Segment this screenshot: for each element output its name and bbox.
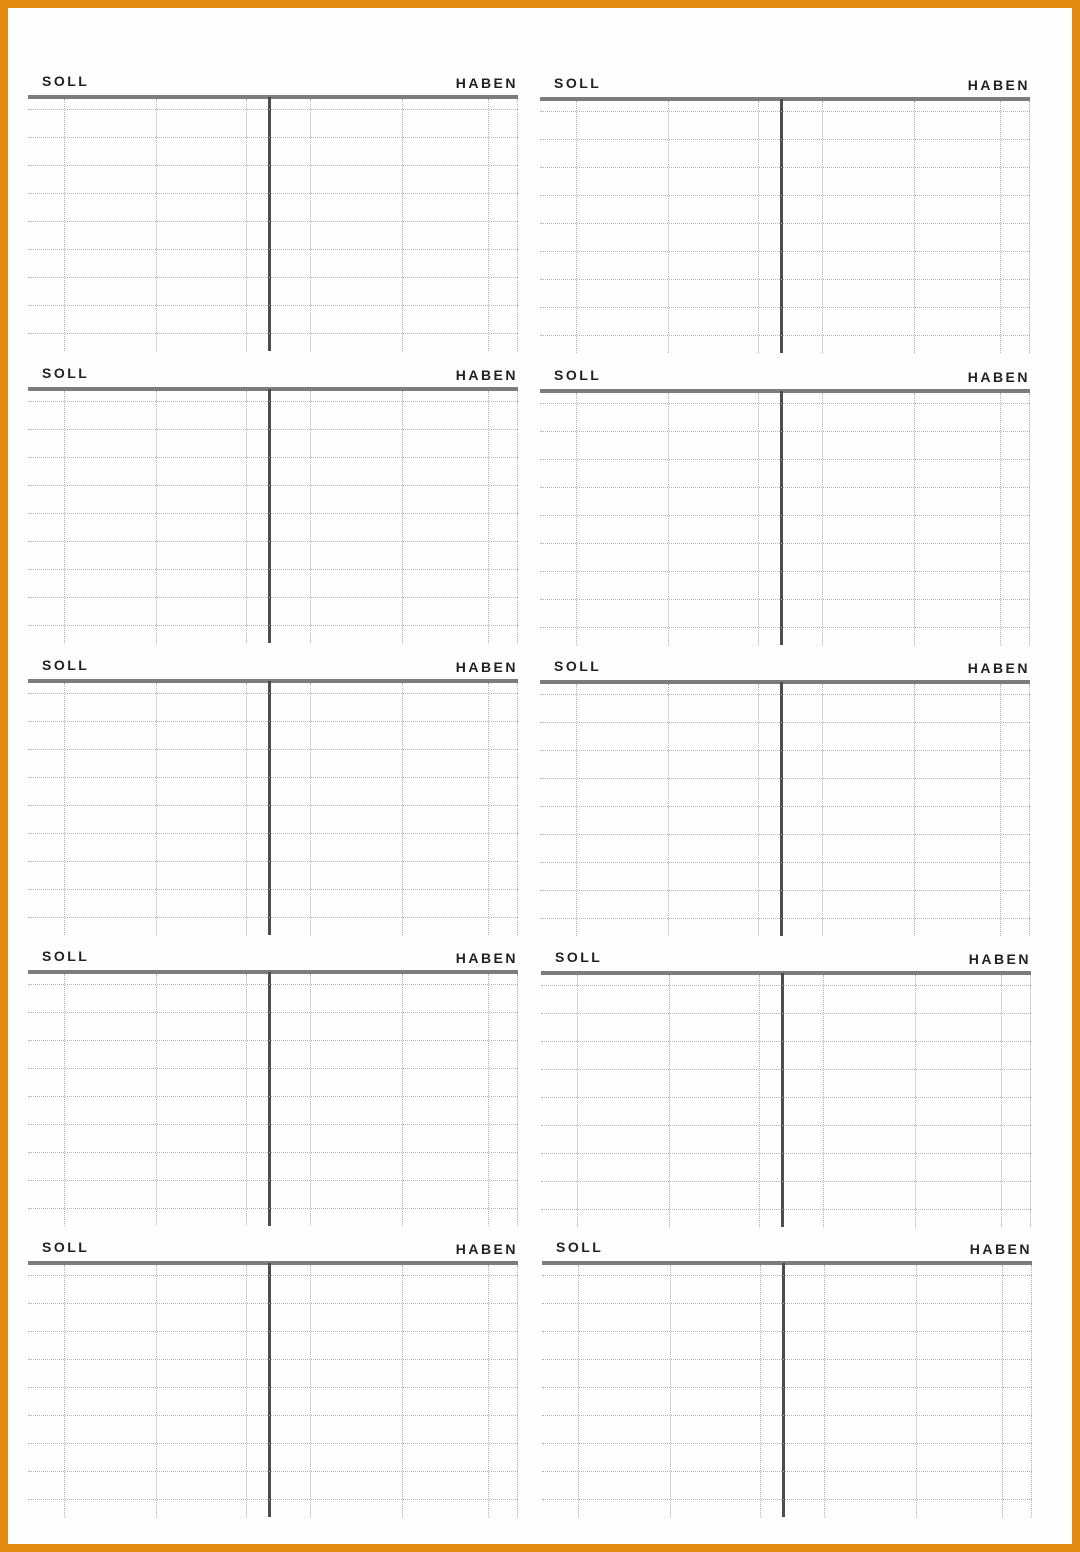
center-divider (780, 99, 783, 353)
center-divider (781, 973, 784, 1227)
ledger-row-line (540, 543, 1030, 544)
ledger-row-line (28, 109, 518, 110)
ledger-column-line (670, 1265, 671, 1517)
ledger-row-line (542, 1471, 1032, 1472)
header-rule (28, 679, 518, 683)
ledger-row-line (28, 277, 518, 278)
ledger-column-line (156, 974, 157, 1226)
ledger-column-line (1030, 975, 1031, 1227)
ledger-column-line (758, 684, 759, 936)
debit-label: SOLL (554, 75, 602, 91)
ledger-row-line (542, 1387, 1032, 1388)
center-divider (780, 682, 783, 936)
t-account (28, 657, 518, 939)
ledger-row-line (540, 487, 1030, 488)
t-account (540, 367, 1030, 649)
ledger-column-line (246, 1265, 247, 1517)
ledger-column-line (824, 1265, 825, 1517)
ledger-column-line (822, 101, 823, 353)
ledger-column-line (1000, 393, 1001, 645)
header-rule (28, 95, 518, 99)
ledger-row-line (540, 722, 1030, 723)
t-account (540, 658, 1030, 940)
ledger-row-line (28, 625, 518, 626)
ledger-column-line (916, 1265, 917, 1517)
ledger-row-line (542, 1415, 1032, 1416)
ledger-row-line (542, 1499, 1032, 1500)
credit-label: HABEN (969, 1241, 1032, 1257)
ledger-row-line (540, 139, 1030, 140)
t-account (28, 948, 518, 1230)
ledger-column-line (517, 391, 518, 643)
ledger-row-line (540, 627, 1030, 628)
credit-label: HABEN (967, 660, 1030, 676)
ledger-row-line (542, 1303, 1032, 1304)
ledger-row-line (28, 1124, 518, 1125)
debit-label: SOLL (42, 1239, 90, 1255)
ledger-row-line (541, 1013, 1031, 1014)
ledger-row-line (542, 1443, 1032, 1444)
ledger-column-line (310, 1265, 311, 1517)
center-divider (780, 391, 783, 645)
header-rule (28, 387, 518, 391)
debit-label: SOLL (555, 949, 603, 965)
t-account (542, 1239, 1032, 1521)
ledger-row-line (28, 861, 518, 862)
ledger-column-line (156, 99, 157, 351)
credit-label: HABEN (455, 367, 518, 383)
debit-label: SOLL (554, 367, 602, 383)
ledger-row-line (28, 569, 518, 570)
ledger-column-line (822, 393, 823, 645)
ledger-column-line (576, 393, 577, 645)
header-rule (28, 970, 518, 974)
t-account (28, 73, 518, 355)
ledger-row-line (540, 431, 1030, 432)
ledger-row-line (28, 1152, 518, 1153)
ledger-row-line (28, 721, 518, 722)
debit-label: SOLL (556, 1239, 604, 1255)
ledger-row-line (540, 403, 1030, 404)
debit-label: SOLL (554, 658, 602, 674)
ledger-row-line (540, 750, 1030, 751)
credit-label: HABEN (455, 950, 518, 966)
t-account (541, 949, 1031, 1231)
ledger-row-line (28, 1443, 518, 1444)
ledger-column-line (156, 683, 157, 935)
ledger-row-line (540, 571, 1030, 572)
ledger-column-line (759, 975, 760, 1227)
ledger-row-line (28, 1208, 518, 1209)
ledger-column-line (669, 975, 670, 1227)
ledger-row-line (541, 985, 1031, 986)
ledger-column-line (914, 393, 915, 645)
ledger-row-line (542, 1359, 1032, 1360)
credit-label: HABEN (455, 1241, 518, 1257)
ledger-row-line (540, 459, 1030, 460)
t-account (540, 75, 1030, 357)
header-rule (28, 1261, 518, 1265)
ledger-row-line (28, 401, 518, 402)
ledger-column-line (517, 974, 518, 1226)
ledger-column-line (156, 391, 157, 643)
ledger-column-line (668, 393, 669, 645)
ledger-row-line (28, 1331, 518, 1332)
ledger-column-line (576, 101, 577, 353)
ledger-row-line (28, 1275, 518, 1276)
ledger-row-line (540, 515, 1030, 516)
ledger-row-line (540, 279, 1030, 280)
ledger-column-line (823, 975, 824, 1227)
ledger-row-line (540, 167, 1030, 168)
ledger-row-line (28, 1096, 518, 1097)
ledger-row-line (540, 111, 1030, 112)
ledger-row-line (28, 429, 518, 430)
ledger-row-line (541, 1181, 1031, 1182)
ledger-column-line (758, 101, 759, 353)
ledger-column-line (402, 1265, 403, 1517)
ledger-column-line (1002, 1265, 1003, 1517)
ledger-column-line (578, 1265, 579, 1517)
debit-label: SOLL (42, 657, 90, 673)
ledger-row-line (28, 513, 518, 514)
ledger-row-line (540, 834, 1030, 835)
ledger-column-line (577, 975, 578, 1227)
ledger-row-line (28, 541, 518, 542)
header-rule (541, 971, 1031, 975)
ledger-row-line (542, 1331, 1032, 1332)
credit-label: HABEN (967, 369, 1030, 385)
ledger-row-line (28, 221, 518, 222)
ledger-column-line (1001, 975, 1002, 1227)
ledger-column-line (1029, 684, 1030, 936)
ledger-row-line (28, 833, 518, 834)
ledger-column-line (64, 683, 65, 935)
ledger-row-line (28, 1415, 518, 1416)
t-account (28, 1239, 518, 1521)
ledger-column-line (310, 99, 311, 351)
ledger-row-line (28, 984, 518, 985)
ledger-column-line (517, 683, 518, 935)
ledger-row-line (28, 1303, 518, 1304)
ledger-row-line (28, 1180, 518, 1181)
ledger-column-line (488, 99, 489, 351)
ledger-column-line (246, 99, 247, 351)
ledger-row-line (540, 862, 1030, 863)
ledger-column-line (1029, 393, 1030, 645)
ledger-row-line (28, 1387, 518, 1388)
ledger-column-line (402, 974, 403, 1226)
ledger-row-line (541, 1125, 1031, 1126)
center-divider (268, 681, 271, 935)
ledger-row-line (28, 749, 518, 750)
ledger-row-line (28, 193, 518, 194)
ledger-row-line (28, 1040, 518, 1041)
ledger-row-line (540, 890, 1030, 891)
ledger-column-line (668, 684, 669, 936)
center-divider (268, 97, 271, 351)
ledger-row-line (540, 778, 1030, 779)
ledger-column-line (914, 684, 915, 936)
ledger-row-line (28, 165, 518, 166)
debit-label: SOLL (42, 365, 90, 381)
ledger-row-line (540, 806, 1030, 807)
ledger-column-line (64, 99, 65, 351)
ledger-column-line (64, 974, 65, 1226)
ledger-row-line (28, 485, 518, 486)
center-divider (782, 1263, 785, 1517)
ledger-row-line (540, 251, 1030, 252)
ledger-column-line (517, 1265, 518, 1517)
center-divider (268, 1263, 271, 1517)
ledger-row-line (28, 889, 518, 890)
ledger-row-line (28, 693, 518, 694)
ledger-column-line (402, 99, 403, 351)
ledger-column-line (1029, 101, 1030, 353)
ledger-column-line (517, 99, 518, 351)
ledger-row-line (28, 457, 518, 458)
ledger-row-line (541, 1209, 1031, 1210)
ledger-column-line (310, 391, 311, 643)
credit-label: HABEN (455, 75, 518, 91)
ledger-row-line (28, 137, 518, 138)
ledger-column-line (488, 1265, 489, 1517)
header-rule (542, 1261, 1032, 1265)
ledger-column-line (1000, 684, 1001, 936)
credit-label: HABEN (455, 659, 518, 675)
ledger-column-line (246, 683, 247, 935)
ledger-column-line (1000, 101, 1001, 353)
ledger-column-line (488, 974, 489, 1226)
ledger-column-line (488, 391, 489, 643)
ledger-column-line (246, 391, 247, 643)
ledger-row-line (28, 249, 518, 250)
ledger-row-line (542, 1275, 1032, 1276)
ledger-column-line (310, 683, 311, 935)
ledger-row-line (28, 305, 518, 306)
ledger-row-line (28, 917, 518, 918)
ledger-row-line (28, 805, 518, 806)
ledger-column-line (156, 1265, 157, 1517)
ledger-column-line (822, 684, 823, 936)
ledger-row-line (541, 1153, 1031, 1154)
ledger-row-line (28, 1359, 518, 1360)
ledger-row-line (541, 1097, 1031, 1098)
ledger-column-line (576, 684, 577, 936)
ledger-row-line (28, 1012, 518, 1013)
ledger-column-line (668, 101, 669, 353)
ledger-column-line (488, 683, 489, 935)
ledger-column-line (310, 974, 311, 1226)
ledger-row-line (540, 307, 1030, 308)
header-rule (540, 680, 1030, 684)
ledger-column-line (402, 391, 403, 643)
ledger-row-line (540, 694, 1030, 695)
ledger-column-line (64, 391, 65, 643)
ledger-row-line (28, 597, 518, 598)
ledger-row-line (540, 599, 1030, 600)
ledger-row-line (541, 1069, 1031, 1070)
ledger-column-line (64, 1265, 65, 1517)
ledger-row-line (540, 335, 1030, 336)
credit-label: HABEN (968, 951, 1031, 967)
debit-label: SOLL (42, 73, 90, 89)
ledger-row-line (28, 1471, 518, 1472)
ledger-column-line (915, 975, 916, 1227)
ledger-row-line (28, 333, 518, 334)
ledger-column-line (914, 101, 915, 353)
center-divider (268, 972, 271, 1226)
header-rule (540, 97, 1030, 101)
ledger-row-line (540, 223, 1030, 224)
debit-label: SOLL (42, 948, 90, 964)
ledger-row-line (28, 777, 518, 778)
center-divider (268, 389, 271, 643)
ledger-column-line (246, 974, 247, 1226)
ledger-row-line (541, 1041, 1031, 1042)
header-rule (540, 389, 1030, 393)
ledger-column-line (1031, 1265, 1032, 1517)
ledger-column-line (760, 1265, 761, 1517)
t-account (28, 365, 518, 647)
ledger-column-line (758, 393, 759, 645)
ledger-row-line (540, 195, 1030, 196)
credit-label: HABEN (967, 77, 1030, 93)
ledger-row-line (540, 918, 1030, 919)
ledger-column-line (402, 683, 403, 935)
ledger-row-line (28, 1068, 518, 1069)
ledger-row-line (28, 1499, 518, 1500)
